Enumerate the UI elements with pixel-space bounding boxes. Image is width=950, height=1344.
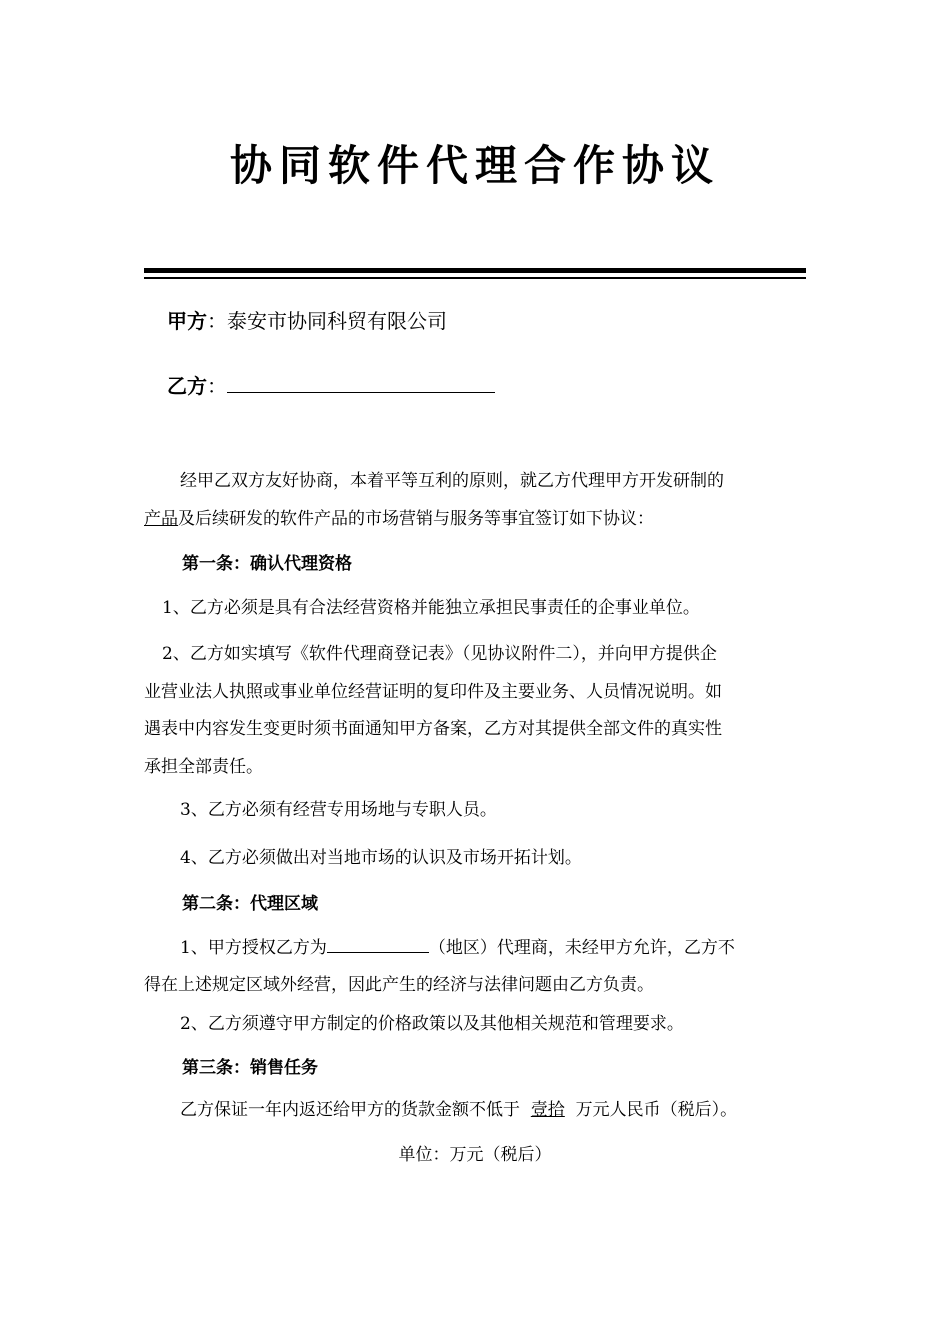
article-3-pre: 乙方保证一年内返还给甲方的货款金额不低于 [180,1100,520,1120]
article-1-item-1: 1、乙方必须是具有合法经营资格并能独立承担民事责任的企事业单位。 [162,598,700,618]
article-1-heading: 第一条：确认代理资格 [182,554,352,574]
party-a-colon: ： [207,309,227,333]
article-2-item-1-line-2: 得在上述规定区域外经营，因此产生的经济与法律问题由乙方负责。 [144,975,654,995]
party-a-label: 甲方 [167,309,207,333]
intro-line-1: 经甲乙双方友好协商，本着平等互利的原则，就乙方代理甲方开发研制的 [180,471,724,491]
article-2-item-1-pre: 1、甲方授权乙方为 [180,938,327,958]
unit-note: 单位：万元（税后） [398,1145,552,1165]
sales-amount: 壹拾 [530,1100,565,1120]
party-b-colon: ： [207,374,227,398]
article-1-item-2-line-4: 承担全部责任。 [144,757,263,777]
article-3-heading: 第三条：销售任务 [182,1058,318,1078]
party-b-blank[interactable] [227,370,495,393]
party-b-label: 乙方 [167,374,207,398]
article-3-sales-line [144,1091,842,1129]
intro-line-2-rest: 及后续研发的软件产品的市场营销与服务等事宜签订如下协议： [178,509,654,529]
article-2-item-1-post: （地区）代理商，未经甲方允许，乙方不 [428,938,735,958]
title-divider-thick [144,268,806,273]
article-1-item-2-line-1: 2、乙方如实填写《软件代理商登记表》（见协议附件二），并向甲方提供企 [162,644,717,664]
region-blank[interactable] [327,934,429,953]
article-1-item-2-line-2: 业营业法人执照或事业单位经营证明的复印件及主要业务、人员情况说明。如 [144,682,722,702]
intro-line-2 [144,500,806,538]
article-2-item-1-line-1 [144,929,842,967]
party-a-line [167,306,447,336]
article-1-item-2-line-3: 遇表中内容发生变更时须书面通知甲方备案，乙方对其提供全部文件的真实性 [144,719,722,739]
title-divider-thin [144,277,806,279]
document-title: 协同软件代理合作协议 [229,141,720,190]
intro-underlined-product: 产品 [144,509,178,529]
party-a-name: 泰安市协同科贸有限公司 [227,309,447,333]
article-1-item-3: 3、乙方必须有经营专用场地与专职人员。 [180,800,497,820]
article-2-item-2: 2、乙方须遵守甲方制定的价格政策以及其他相关规范和管理要求。 [180,1014,684,1034]
article-2-heading: 第二条：代理区域 [182,894,318,914]
article-3-post: 万元人民币（税后）。 [575,1100,738,1120]
party-b-line [167,370,495,401]
article-1-item-4: 4、乙方必须做出对当地市场的认识及市场开拓计划。 [180,848,582,868]
